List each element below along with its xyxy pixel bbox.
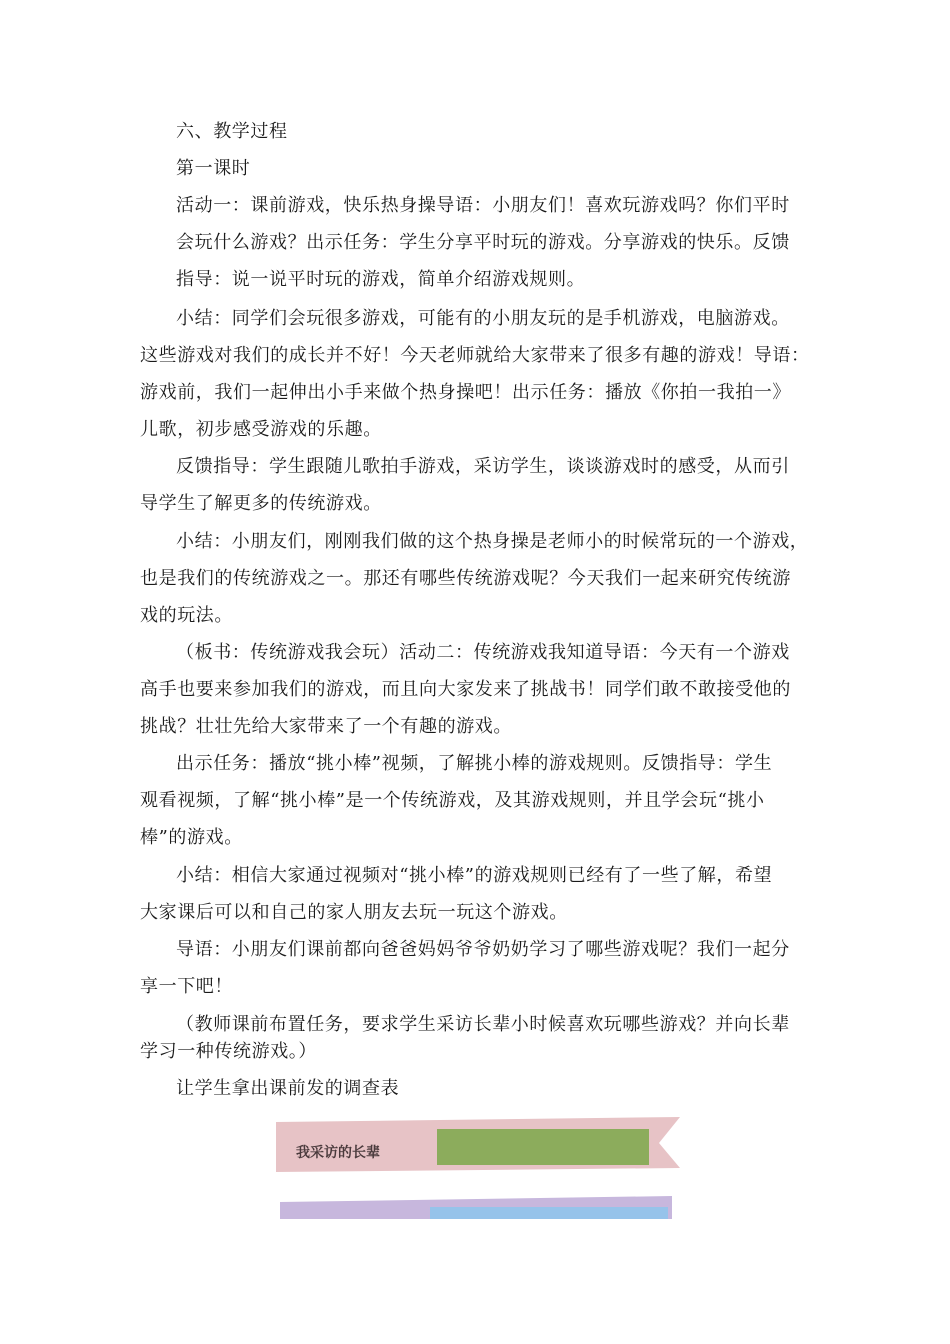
paragraph-line: 小结：小朋友们，刚刚我们做的这个热身操是老师小的时候常玩的一个游戏，: [176, 531, 809, 552]
paragraph-line: 也是我们的传统游戏之一。那还有哪些传统游戏呢？今天我们一起来研究传统游: [140, 568, 791, 589]
section-title: 六、教学过程: [176, 121, 288, 142]
paragraph-line: 小结：相信大家通过视频对“挑小棒”的游戏规则已经有了一些了解，希望: [176, 865, 773, 886]
paragraph-line: 导语：小朋友们课前都向爸爸妈妈爷爷奶奶学习了哪些游戏呢？我们一起分: [176, 939, 790, 960]
paragraph-line: 享一下吧！: [140, 976, 233, 997]
paragraph-line: 观看视频，了解“挑小棒”是一个传统游戏，及其游戏规则，并且学会玩“挑小: [140, 790, 765, 811]
paragraph-line: 游戏前，我们一起伸出小手来做个热身操吧！出示任务：播放《你拍一我拍一》: [140, 382, 791, 403]
paragraph-line: 挑战？壮壮先给大家带来了一个有趣的游戏。: [140, 716, 512, 737]
paragraph-line: 指导：说一说平时玩的游戏，简单介绍游戏规则。: [176, 269, 586, 290]
paragraph-line: 反馈指导：学生跟随儿歌拍手游戏，采访学生，谈谈游戏时的感受，从而引: [176, 456, 790, 477]
paragraph-line: 戏的玩法。: [140, 605, 233, 626]
paragraph-line: 出示任务：播放“挑小棒”视频，了解挑小棒的游戏规则。反馈指导：学生: [176, 753, 773, 774]
ribbon-row-1: [276, 1117, 680, 1172]
paragraph-line: 这些游戏对我们的成长并不好！今天老师就给大家带来了很多有趣的游戏！导语：: [140, 345, 810, 366]
paragraph-line: 小结：同学们会玩很多游戏，可能有的小朋友玩的是手机游戏，电脑游戏。: [176, 308, 790, 329]
paragraph-line: 活动一：课前游戏，快乐热身操导语：小朋友们！喜欢玩游戏吗？你们平时: [176, 195, 790, 216]
ribbon-row-2: [280, 1196, 672, 1219]
paragraph-line: 会玩什么游戏？出示任务：学生分享平时玩的游戏。分享游戏的快乐。反馈: [176, 232, 790, 253]
paragraph-line: （板书：传统游戏我会玩）活动二：传统游戏我知道导语：今天有一个游戏: [176, 642, 790, 663]
paragraph-line: （教师课前布置任务，要求学生采访长辈小时候喜欢玩哪些游戏？并向长辈: [176, 1014, 790, 1035]
paragraph-line: 学习一种传统游戏。）: [140, 1041, 317, 1062]
lesson-title: 第一课时: [176, 158, 251, 179]
paragraph-line: 高手也要来参加我们的游戏，而且向大家发来了挑战书！同学们敢不敢接受他的: [140, 679, 791, 700]
paragraph-line: 儿歌，初步感受游戏的乐趣。: [140, 419, 382, 440]
paragraph-line: 让学生拿出课前发的调查表: [176, 1078, 400, 1099]
paragraph-line: 导学生了解更多的传统游戏。: [140, 493, 382, 514]
ribbon-row-1-label: 我采访的长辈: [296, 1145, 380, 1161]
paragraph-line: 大家课后可以和自己的家人朋友去玩一玩这个游戏。: [140, 902, 568, 923]
paragraph-line: 棒”的游戏。: [140, 827, 243, 848]
